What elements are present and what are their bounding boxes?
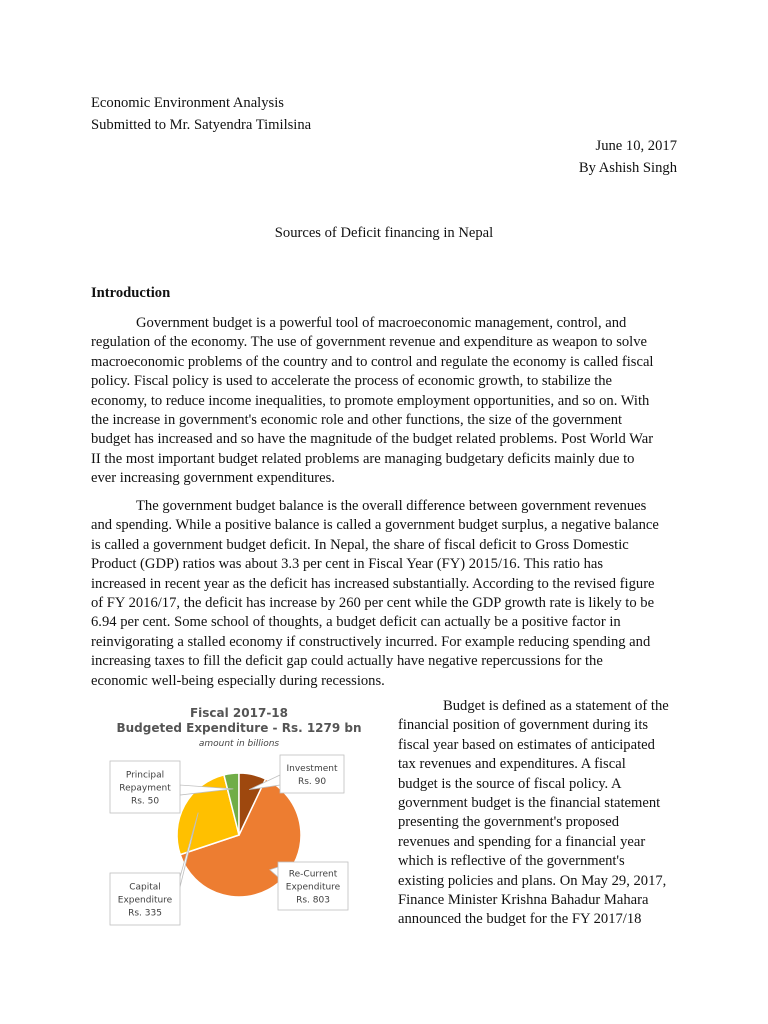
expenditure-pie-chart	[100, 700, 390, 940]
paragraph-line: of FY 2016/17, the deficit has increase by 260 per cent while the GDP growth rate is likely to be	[91, 595, 655, 612]
paragraph-line: ever increasing government expenditures.	[91, 470, 335, 487]
paragraph-3	[398, 697, 688, 930]
paragraph-line: regulation of the economy. The use of government revenue and expenditure as weapon to solve	[91, 334, 648, 351]
slice-value-label: Rs. 90	[297, 777, 327, 787]
slice-value-label: Rs. 50	[130, 796, 160, 807]
paragraph-line: revenues and spending for a financial year	[398, 833, 646, 850]
paragraph-line: the increase in government's economic role and other functions, the size of the government	[91, 412, 623, 429]
author: By Ashish Singh	[578, 160, 677, 176]
paragraph-line: economic well-being especially during recessions.	[91, 672, 385, 689]
paragraph-line: macroeconomic problems of the country and to control and regulate the economy is called fiscal	[91, 353, 654, 370]
slice-name-label: Repayment	[119, 783, 171, 794]
paragraph-line: Finance Minister Krishna Bahadur Mahara	[398, 892, 649, 909]
slice-value-label: Rs. 335	[128, 908, 162, 919]
paragraph-line: increased in recent year as the deficit has increased substantially. According to the revised figure	[91, 575, 655, 592]
chart-subtitle: Budgeted Expenditure - Rs. 1279 bn	[116, 721, 362, 735]
paragraph-line: budget is the source of fiscal policy. A	[398, 775, 622, 792]
slice-name-label: Expenditure	[285, 882, 341, 893]
submitted-to: Submitted to Mr. Satyendra Timilsina	[91, 117, 312, 133]
chart-note: amount in billions	[198, 739, 280, 749]
paragraph-line: tax revenues and expenditures. A fiscal	[398, 756, 626, 773]
paragraph-line: presenting the government's proposed	[398, 814, 620, 831]
slice-name-label: Expenditure	[117, 895, 173, 906]
paragraph-line: financial position of government during its	[398, 717, 649, 734]
paragraph-line: The government budget balance is the overall difference between government revenues	[136, 498, 647, 514]
paragraph-line: economy, to reduce income inequalities, to promote employment opportunities, and so on. With	[91, 392, 650, 409]
paragraph-line: announced the budget for the FY 2017/18	[398, 911, 642, 928]
document-title: Sources of Deficit financing in Nepal	[274, 225, 494, 241]
date: June 10, 2017	[595, 138, 677, 154]
slice-name-label: Principal	[125, 770, 165, 781]
paragraph-1	[91, 314, 677, 489]
slice-name-label: Investment	[286, 764, 338, 774]
paragraph-line: and spending. While a positive balance is called a government budget surplus, a negative balance	[91, 517, 659, 534]
course-title: Economic Environment Analysis	[91, 95, 284, 111]
chart-title: Fiscal 2017-18	[189, 706, 289, 720]
paragraph-line: budget has increased and so have the magnitude of the budget related problems. Post World War	[91, 431, 654, 448]
paragraph-line: which is reflective of the government's	[398, 853, 625, 870]
slice-name-label: Capital	[129, 882, 161, 893]
paragraph-line: Government budget is a powerful tool of macroeconomic management, control, and	[136, 315, 627, 331]
paragraph-line: reinvigorating a stalled economy if constructively incurred. For example reducing spending and	[91, 633, 651, 650]
paragraph-line: is called a government budget deficit. In Nepal, the share of fiscal deficit to Gross Domestic	[91, 536, 629, 553]
paragraph-line: II the most important budget related problems are managing budgetary deficits mainly due to	[91, 450, 635, 467]
paragraph-line: policy. Fiscal policy is used to accelerate the process of economic growth, to stabilize the	[91, 373, 613, 390]
paragraph-line: 6.94 per cent. Some school of thoughts, a budget deficit can actually be a positive factor in	[91, 614, 621, 631]
paragraph-line: Product (GDP) ratios was about 3.3 per cent in Fiscal Year (FY) 2015/16. This ratio has	[91, 556, 604, 573]
slice-value-label: Rs. 803	[296, 895, 330, 906]
paragraph-line: existing policies and plans. On May 29, 2017,	[398, 872, 667, 889]
slice-name-label: Re-Current	[288, 869, 338, 880]
paragraph-line: government budget is the financial statement	[398, 795, 661, 812]
paragraph-line: increasing taxes to fill the deficit gap could actually have negative repercussions for the	[91, 653, 603, 670]
section-heading-introduction: Introduction	[91, 285, 171, 301]
paragraph-line: Budget is defined as a statement of the	[443, 698, 669, 714]
paragraph-2	[91, 497, 677, 691]
callout-box	[280, 755, 344, 793]
paragraph-line: fiscal year based on estimates of anticipated	[398, 736, 655, 753]
